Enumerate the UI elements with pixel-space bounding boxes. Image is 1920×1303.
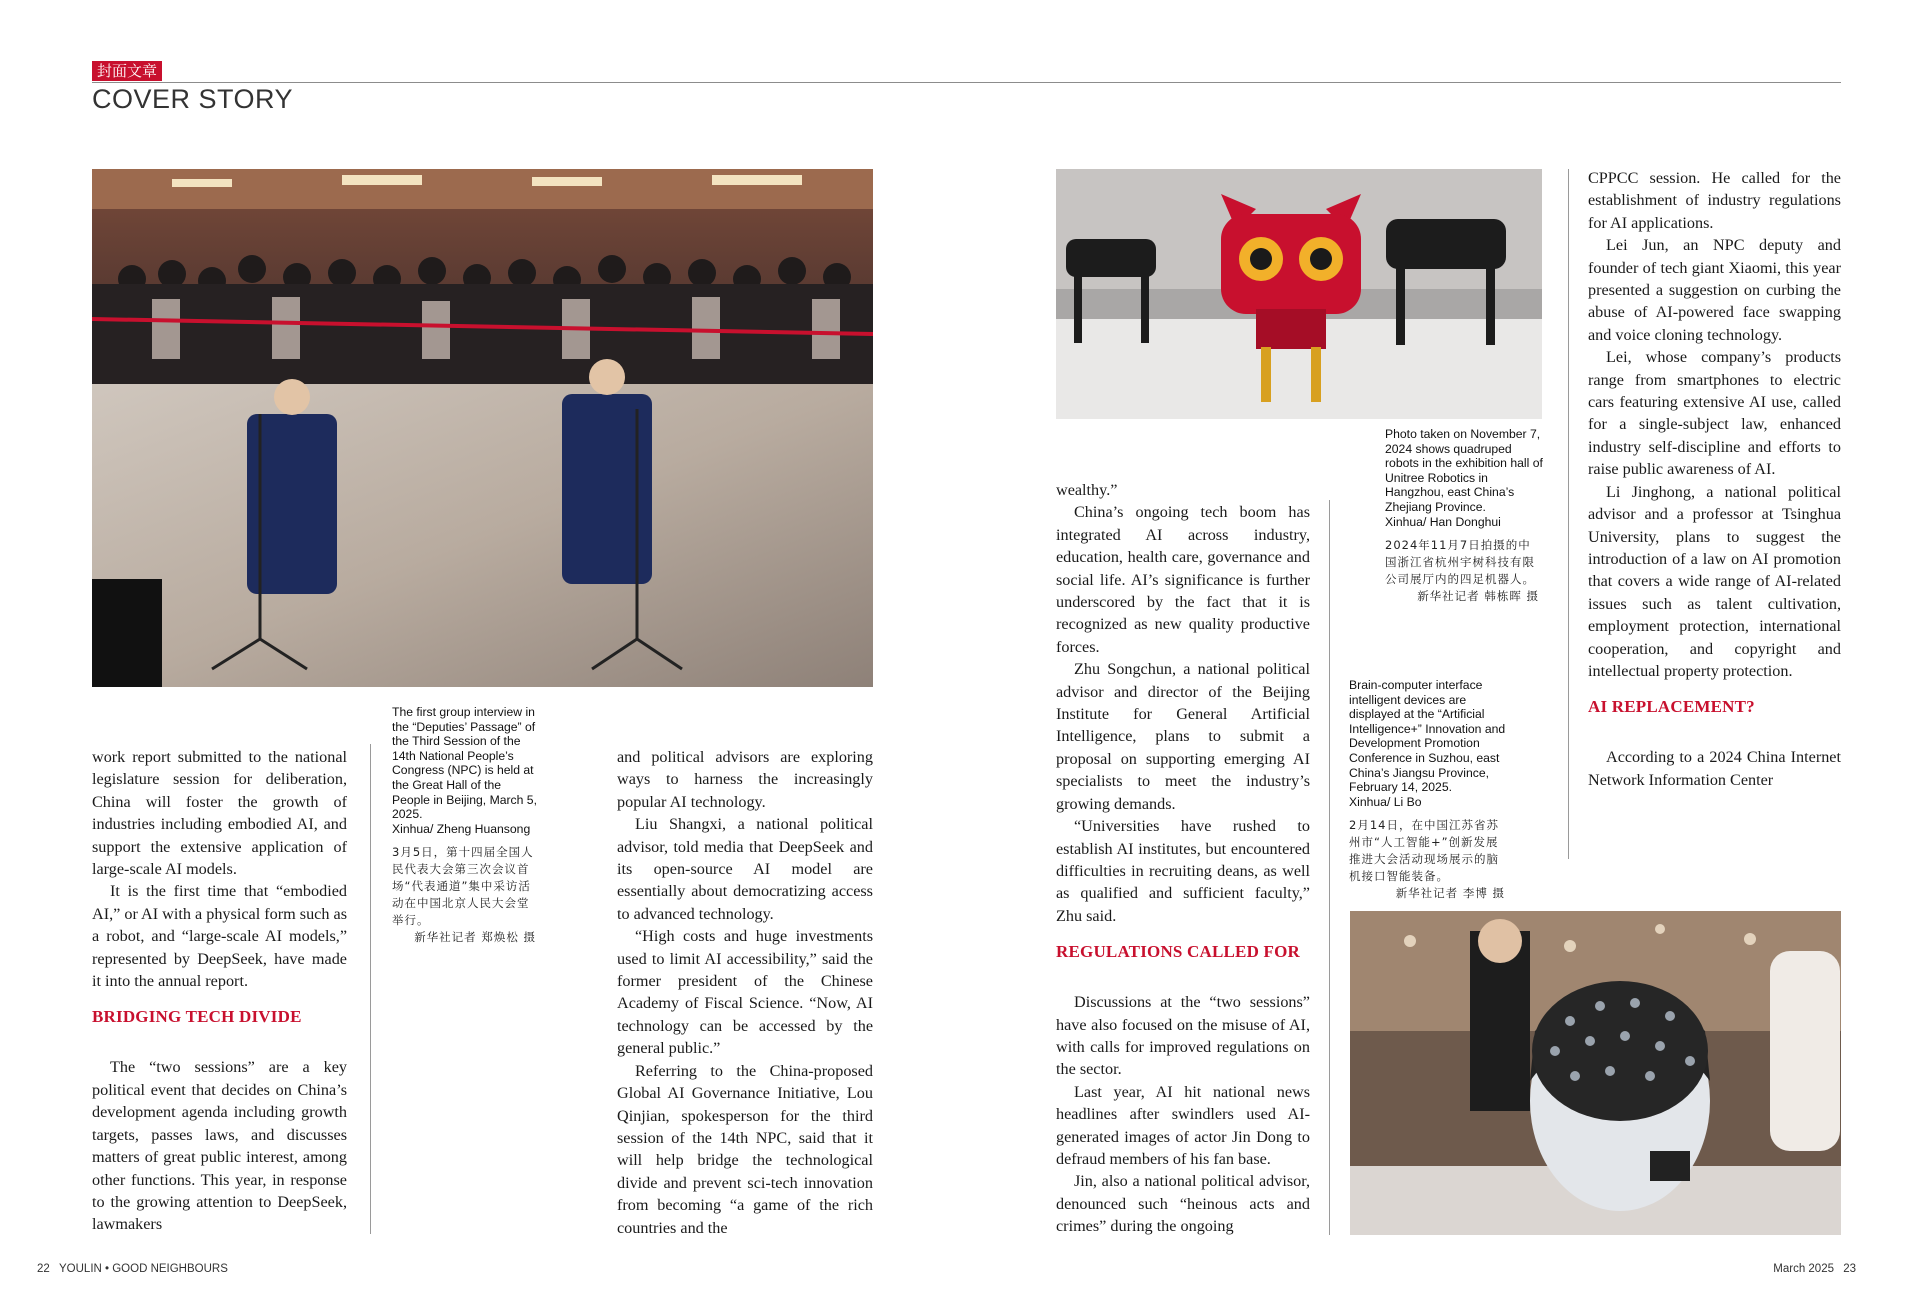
caption-robots-en: Photo taken on November 7, 2024 shows quadruped robots in the exhibition hall of Unitree Robotics in Hangzhou, east China’s Zhejiang Province.	[1385, 427, 1543, 514]
col3-paragraph: Discussions at the “two sessions” have also focused on the misuse of AI, with calls for improved regulations on the sector.	[1056, 993, 1310, 1079]
photo-robots	[1056, 169, 1542, 419]
column-divider	[370, 744, 371, 1234]
col4-paragraph: CPPCC session. He called for the establishment of industry regulations for AI applications.	[1588, 169, 1841, 232]
column-divider	[1329, 500, 1330, 1235]
column-3	[1056, 479, 1310, 1238]
section-tag: 封面文章	[92, 61, 162, 81]
heading-ai-replacement: AI REPLACEMENT?	[1588, 697, 1755, 717]
column-divider	[1568, 169, 1569, 859]
col4-paragraph: According to a 2024 China Internet Network Information Center	[1588, 748, 1841, 789]
photo-interview	[92, 169, 873, 687]
page-number-left: 22	[37, 1263, 50, 1275]
col3-paragraph: Jin, also a national political advisor, denounced such “heinous acts and crimes” during the ongoing	[1056, 1172, 1310, 1236]
col4-paragraph: Lei Jun, an NPC deputy and founder of tech giant Xiaomi, this year presented a suggestion on curbing the abuse of AI-powered face swapping and voice cloning technology.	[1588, 236, 1841, 344]
col3-paragraph: wealthy.”	[1056, 481, 1118, 499]
col3-paragraph: “Universities have rushed to establish AI institutes, but encountered difficulties in recruiting deans, as well as qualified and sufficient faculty,” Zhu said.	[1056, 817, 1310, 925]
footer-right	[1773, 1263, 1856, 1275]
col4-paragraph: Lei, whose company’s products range from smartphones to electric cars featuring extensive AI use, called for a single-subject law, enhanced industry self-discipline and efforts to raise public awareness of AI.	[1588, 348, 1841, 479]
header-rule	[92, 82, 1841, 83]
brain-interface-illustration	[1350, 911, 1841, 1235]
caption-brain-interface-zh: 2月14日，在中国江苏省苏州市“人工智能+”创新发展推进大会活动现场展示的脑机接口智能装备。	[1349, 818, 1499, 884]
column-1	[92, 746, 347, 1236]
issue-date: March 2025	[1773, 1263, 1834, 1275]
footer-left	[37, 1263, 228, 1275]
robots-illustration	[1056, 169, 1542, 419]
caption-brain-interface-credit: Xinhua/ Li Bo	[1349, 794, 1422, 809]
caption-interview	[392, 705, 540, 946]
photo-brain-interface	[1350, 911, 1841, 1235]
column-4	[1588, 167, 1841, 791]
caption-interview-zh: 3月5日，第十四届全国人民代表大会第三次会议首场“代表通道”集中采访活动在中国北京人民大会堂举行。	[392, 845, 534, 928]
interview-illustration	[92, 169, 873, 687]
heading-regulations-called-for: REGULATIONS CALLED FOR	[1056, 942, 1301, 962]
col2-paragraph: “High costs and huge investments used to limit AI accessibility,” said the former president of the Chinese Academy of Fiscal Science. “Now, AI technology can be accessed by the general public.”	[617, 927, 873, 1058]
col3-paragraph: Last year, AI hit national news headlines after swindlers used AI-generated images of actor Jin Dong to defraud members of his fan base.	[1056, 1082, 1310, 1168]
col2-paragraph: Liu Shangxi, a national political advisor, told media that DeepSeek and its open-source AI model are essentially about democratizing access to advanced technology.	[617, 815, 873, 923]
caption-robots-credit: Xinhua/ Han Donghui	[1385, 514, 1501, 529]
col2-paragraph: and political advisors are exploring ways to harness the increasingly popular AI technology.	[617, 748, 873, 811]
caption-interview-credit: Xinhua/ Zheng Huansong	[392, 821, 531, 836]
col1-paragraph: It is the first time that “embodied AI,” or AI with a physical form such as a robot, and “large-scale AI models,” represented by DeepSeek, have made it into the annual report.	[92, 882, 347, 991]
column-2	[617, 746, 873, 1239]
caption-brain-interface-en: Brain-computer interface intelligent devices are displayed at the “Artificial Intelligence+” Innovation and Development Promotion Conference in Suzhou, east China’s Jiangsu Province, February 14, 2025.	[1349, 678, 1506, 795]
caption-robots	[1385, 427, 1543, 605]
col1-paragraph: work report submitted to the national legislature session for deliberation, China will foster the growth of industries including embodied AI, and support the extensive application of large-scale AI models.	[92, 748, 347, 879]
col2-paragraph: Referring to the China-proposed Global AI Governance Initiative, Lou Qinjian, spokesperson for the third session of the 14th NPC, said that it will help bridge the technological divide and prevent sci-tech innovation from becoming “a game of the rich countries and the	[617, 1061, 873, 1237]
col1-paragraph: The “two sessions” are a key political event that decides on China’s development agenda including growth targets, passes laws, and discusses matters of great public interest, among other functions. This year, in response to the growing attention to DeepSeek, lawmakers	[92, 1058, 347, 1234]
page-number-right: 23	[1843, 1263, 1856, 1275]
caption-brain-interface-credit-zh: 新华社记者 李博 摄	[1395, 886, 1505, 901]
col3-paragraph: China’s ongoing tech boom has integrated AI across industry, education, health care, governance and social life. AI’s significance is further underscored by the fact that it is recognized as new quality productive forces.	[1056, 503, 1310, 656]
caption-interview-en: The first group interview in the “Deputies’ Passage” of the Third Session of the 14th National People’s Congress (NPC) is held at the Great Hall of the People in Beijing, March 5, 2025.	[392, 705, 537, 822]
publication-name: YOULIN • GOOD NEIGHBOURS	[59, 1263, 228, 1275]
caption-robots-zh: 2024年11月7日拍摄的中国浙江省杭州宇树科技有限公司展厅内的四足机器人。	[1385, 538, 1535, 587]
col3-paragraph: Zhu Songchun, a national political advisor and director of the Beijing Institute for General Artificial Intelligence, plans to submit a proposal on supporting emerging AI specialists to meet the industry’s growing demands.	[1056, 660, 1310, 813]
col4-paragraph: Li Jinghong, a national political advisor and a professor at Tsinghua University, plans to suggest the introduction of a law on AI promotion that covers a wide range of AI-related issues such as talent cultivation, employment protection, international cooperation, and copyright and intellectual property protection.	[1588, 482, 1841, 680]
section-title: COVER STORY	[92, 84, 294, 114]
heading-bridging-tech-divide: BRIDGING TECH DIVIDE	[92, 1007, 302, 1027]
caption-interview-credit-zh: 新华社记者 郑焕松 摄	[414, 930, 536, 945]
caption-robots-credit-zh: 新华社记者 韩栋晖 摄	[1417, 589, 1539, 604]
caption-brain-interface	[1349, 678, 1509, 902]
